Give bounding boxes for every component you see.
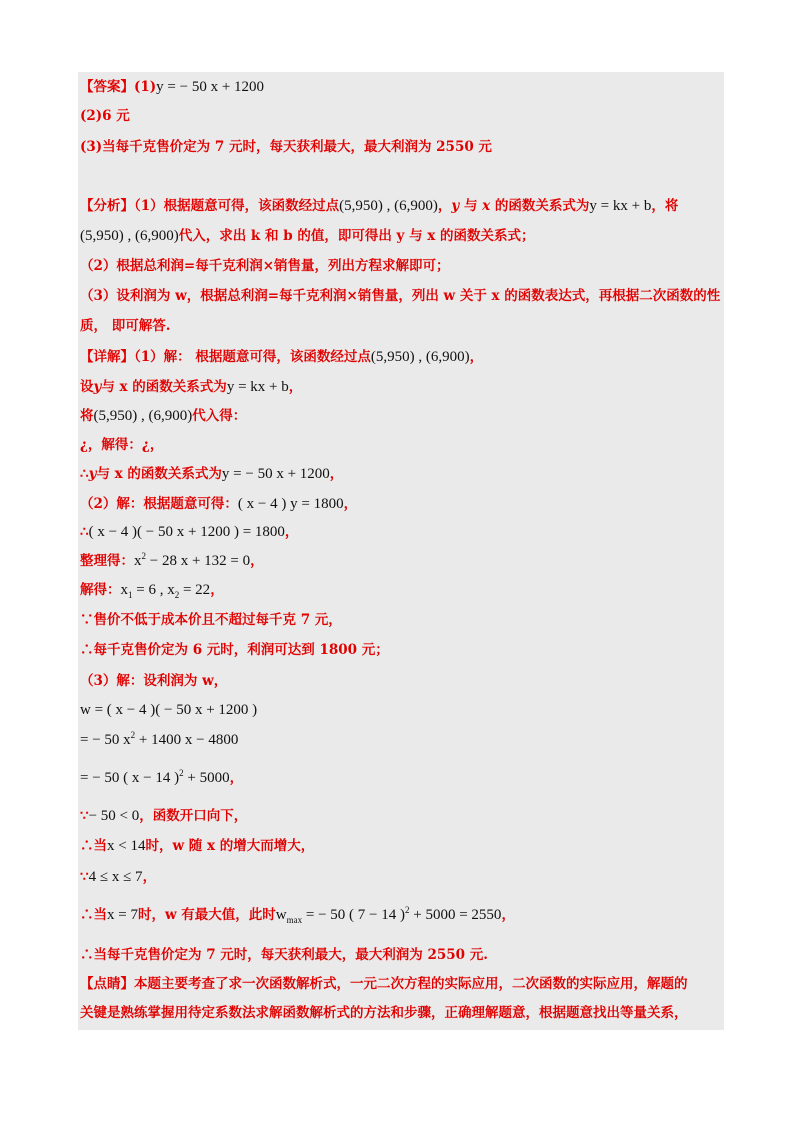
detail-line-4: ¿，解得：¿，: [80, 437, 164, 453]
detail-line-16: ∵− 50 < 0，函数开口向下，: [80, 808, 248, 824]
answer-part1: 【答案】(1)y = − 50 x + 1200: [80, 79, 265, 95]
analysis-line-2: (5,950) , (6,900)代入，求出 k 和 b 的值，即可得出 y 与 x 的函数关系式；: [80, 228, 535, 244]
answer-part3: (3)当每千克售价定为 7 元时，每天获利最大，最大利润为 2550 元: [80, 139, 492, 155]
analysis-line-1: 【分析】（1）根据题意可得，该函数经过点(5,950) , (6,900)，y 与 x 的函数关系式为y = kx + b，将: [80, 198, 679, 214]
detail-line-17: ∴当x < 14时，w 随 x 的增大而增大，: [80, 838, 315, 854]
detail-line-8: 整理得：$x^2 - 28$ x + 132 = 0，: [80, 551, 264, 569]
detail-line-13: w = ( x − 4 )( − 50 x + 1200 ): [80, 702, 258, 718]
analysis-line-5: 质， 即可解答.: [80, 318, 171, 334]
detail-line-14: = − 50 $x^2 + 1400$ x − 4800: [80, 730, 239, 748]
detail-line-2: 设y与 x 的函数关系式为y = kx + b，: [80, 379, 303, 395]
comment-line-1: 【点睛】本题主要考查了求一次函数解析式，一元二次方程的实际应用，二次函数的实际应用，解题的: [80, 976, 688, 992]
detail-line-10: ∵售价不低于成本价且不超过每千克 7 元，: [80, 612, 342, 628]
detail-line-9: 解得：$x_1 = 6$ , $x_2 = 22$，: [80, 582, 224, 600]
answer-formula: y = − 50 x + 1200: [156, 79, 265, 95]
detail-line-18: ∵4 ≤ x ≤ 7，: [80, 869, 157, 885]
detail-line-6: （2）解：根据题意可得：( x − 4 ) y = 1800，: [80, 496, 358, 512]
detail-line-7: ∴( x − 4 )( − 50 x + 1200 ) = 1800，: [80, 524, 299, 540]
detail-tag: 【详解】: [80, 349, 134, 365]
detail-line-5: ∴y与 x 的函数关系式为y = − 50 x + 1200，: [80, 466, 344, 482]
detail-line-3: 将(5,950) , (6,900)代入得：: [80, 408, 247, 424]
detail-line-12: （3）解：设利润为 w，: [80, 673, 228, 689]
detail-line-19: ∴当x = 7时，w 有最大值，此时$w_{max}$ = − 50 ( 7 − 14 )$^2$ + 5000 = 2550，: [80, 905, 515, 925]
analysis-line-3: （2）根据总利润=每千克利润×销售量，列出方程求解即可；: [80, 258, 450, 274]
comment-line-2: 关键是熟练掌握用待定系数法求解函数解析式的方法和步骤，正确理解题意，根据题意找出等量关系，: [80, 1005, 688, 1021]
detail-line-1: 【详解】（1）解： 根据题意可得，该函数经过点(5,950) , (6,900)，: [80, 349, 484, 365]
detail-line-20: ∴当每千克售价定为 7 元时，每天获利最大，最大利润为 2550 元.: [80, 947, 488, 963]
comment-tag: 【点睛】: [80, 976, 134, 992]
analysis-line-4: （3）设利润为 w，根据总利润=每千克利润×销售量，列出 w 关于 x 的函数表达式，再根据二次函数的性: [80, 288, 721, 304]
answer-tag: 【答案】: [80, 79, 134, 95]
detail-line-15: = − 50 ( x − 14 )$^2$ + 5000，: [80, 768, 244, 786]
answer-part2: (2)6 元: [80, 108, 130, 124]
analysis-tag: 【分析】: [80, 198, 134, 214]
detail-line-11: ∴每千克售价定为 6 元时，利润可达到 1800 元；: [80, 642, 389, 658]
